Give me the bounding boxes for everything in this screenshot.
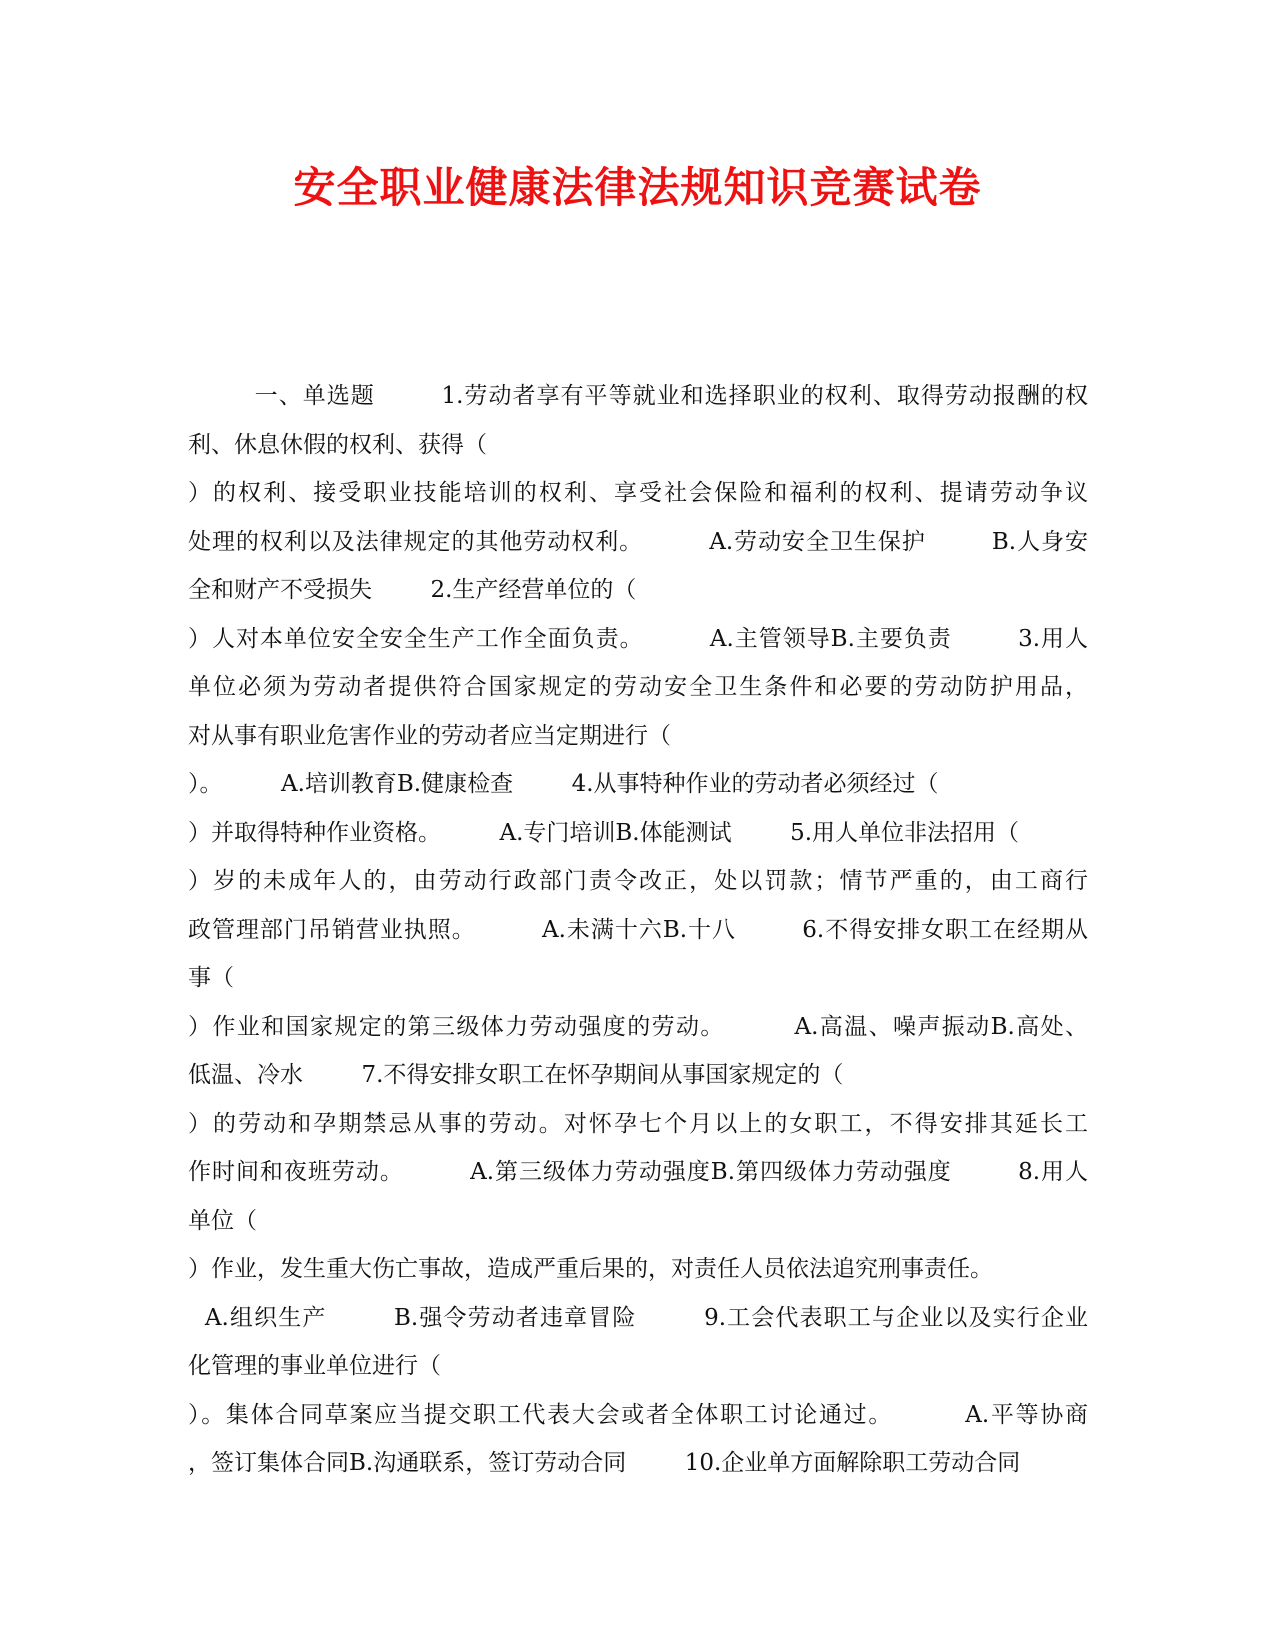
text-line: 处理的权利以及法律规定的其他劳动权利。 A.劳动安全卫生保护 B.人身安 [188, 528, 1088, 555]
text-line: ）人对本单位安全安全生产工作全面负责。 A.主管领导B.主要负责 3.用人 [188, 625, 1088, 652]
text-line: 作时间和夜班劳动。 A.第三级体力劳动强度B.第四级体力劳动强度 8.用人 [188, 1159, 1088, 1185]
text-line: 事（ [188, 965, 234, 991]
text-line: 化管理的事业单位进行（ [188, 1353, 441, 1379]
text-line: 一、单选题 1.劳动者享有平等就业和选择职业的权利、取得劳动报酬的权 [188, 383, 1088, 409]
text-line: 低温、冷水 7.不得安排女职工在怀孕期间从事国家规定的（ [188, 1062, 844, 1088]
text-line: 单位（ [188, 1207, 257, 1234]
text-line: 单位必须为劳动者提供符合国家规定的劳动安全卫生条件和必要的劳动防护用品， [188, 674, 1088, 700]
text-line: ）。集体合同草案应当提交职工代表大会或者全体职工讨论通过。 A.平等协商 [188, 1401, 1088, 1428]
text-line: 政管理部门吊销营业执照。 A.未满十六B.十八 6.不得安排女职工在经期从 [188, 916, 1088, 943]
text-line: A.组织生产 B.强令劳动者违章冒险 9.工会代表职工与企业以及实行企业 [188, 1304, 1088, 1331]
text-line: ）的权利、接受职业技能培训的权利、享受社会保险和福利的权利、提请劳动争议 [188, 480, 1088, 506]
text-line: ）作业，发生重大伤亡事故，造成严重后果的，对责任人员依法追究刑事责任。 [188, 1256, 993, 1282]
text-line: ）并取得特种作业资格。 A.专门培训B.体能测试 5.用人单位非法招用（ [188, 819, 1020, 846]
text-line: 对从事有职业危害作业的劳动者应当定期进行（ [188, 722, 671, 749]
text-line: 利、休息休假的权利、获得（ [188, 431, 487, 458]
text-line: ）的劳动和孕期禁忌从事的劳动。对怀孕七个月以上的女职工，不得安排其延长工 [188, 1110, 1088, 1137]
text-line: ）作业和国家规定的第三级体力劳动强度的劳动。 A.高温、噪声振动B.高处、 [188, 1013, 1088, 1040]
text-line: 全和财产不受损失 2.生产经营单位的（ [188, 577, 637, 603]
document-title: 安全职业健康法律法规知识竞赛试卷 [293, 163, 982, 212]
text-line: ）岁的未成年人的，由劳动行政部门责令改正，处以罚款；情节严重的，由工商行 [188, 868, 1088, 894]
text-line: ，签订集体合同B.沟通联系，签订劳动合同 10.企业单方面解除职工劳动合同 [188, 1450, 1021, 1476]
text-line: ）。 A.培训教育B.健康检查 4.从事特种作业的劳动者必须经过（ [188, 771, 939, 797]
exam-body [188, 372, 1088, 1488]
